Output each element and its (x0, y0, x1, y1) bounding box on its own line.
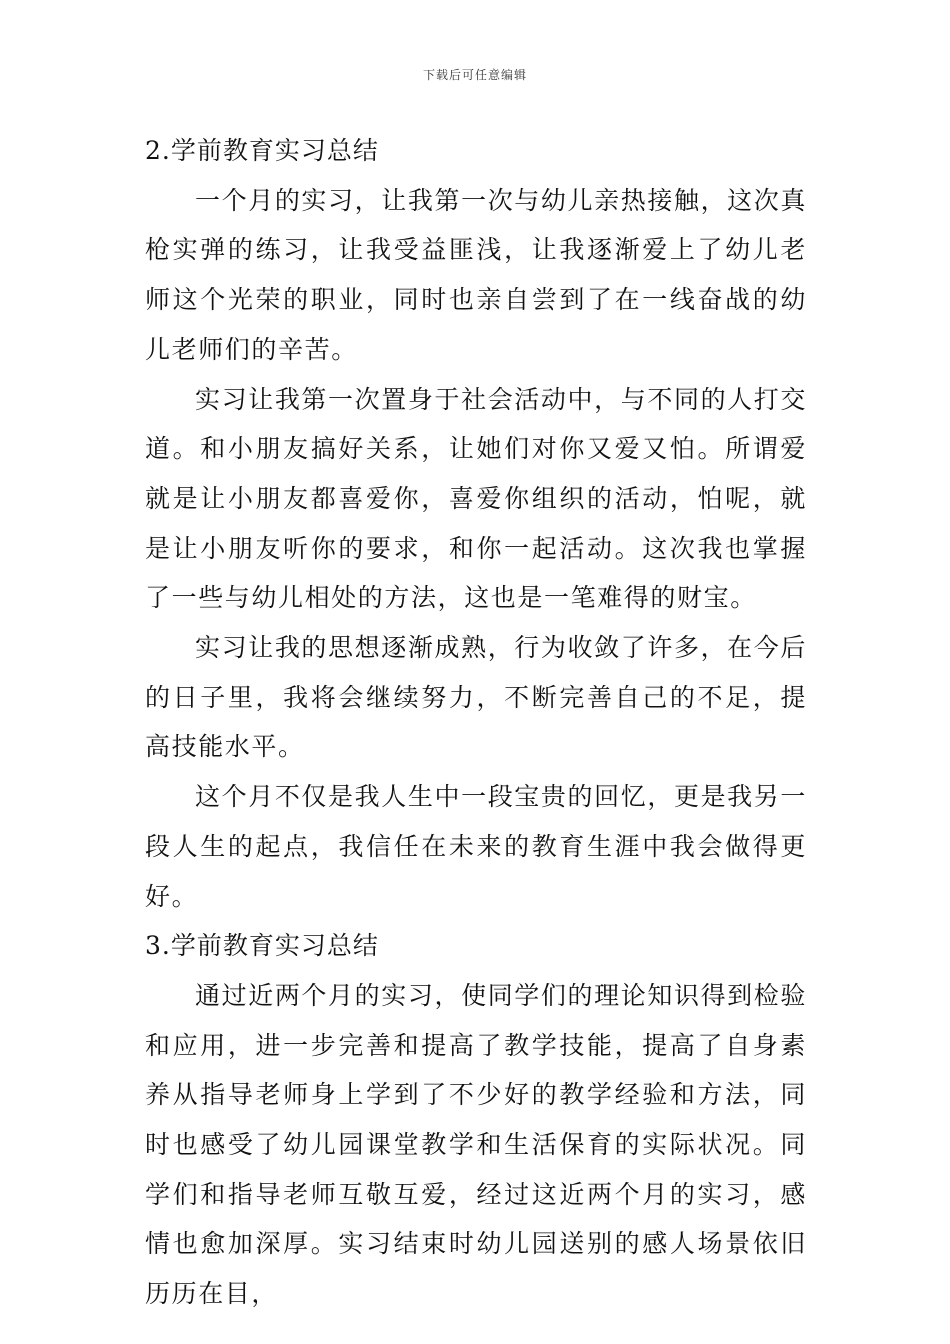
paragraph: 实习让我第一次置身于社会活动中，与不同的人打交道。和小朋友搞好关系，让她们对你又爱又怕。所谓爱就是让小朋友都喜爱你，喜爱你组织的活动，怕呢，就是让小朋友听你的要求，和你一起活动。这次我也掌握了一些与幼儿相处的方法，这也是一笔难得的财宝。 (145, 384, 807, 613)
section-3 (145, 921, 807, 1319)
section-heading: 3.学前教育实习总结 (145, 931, 379, 961)
document-body (145, 126, 807, 1319)
paragraph: 一个月的实习，让我第一次与幼儿亲热接触，这次真枪实弹的练习，让我受益匪浅，让我逐渐爱上了幼儿老师这个光荣的职业，同时也亲自尝到了在一线奋战的幼儿老师们的辛苦。 (145, 185, 807, 364)
section-heading: 2.学前教育实习总结 (145, 136, 379, 165)
paragraph: 通过近两个月的实习，使同学们的理论知识得到检验和应用，进一步完善和提高了教学技能，提高了自身素养从指导老师身上学到了不少好的教学经验和方法，同时也感受了幼儿园课堂教学和生活保育的实际状况。同学们和指导老师互敬互爱，经过这近两个月的实习，感情也愈加深厚。实习结束时幼儿园送别的感人场景依旧历历在目， (145, 980, 807, 1309)
page-header-note: 下载后可任意编辑 (422, 68, 527, 82)
paragraph: 这个月不仅是我人生中一段宝贵的回忆，更是我另一段人生的起点，我信任在未来的教育生涯中我会做得更好。 (145, 782, 807, 911)
paragraph: 实习让我的思想逐渐成熟，行为收敛了许多，在今后的日子里，我将会继续努力，不断完善自己的不足，提高技能水平。 (145, 633, 807, 762)
section-2 (145, 126, 807, 921)
